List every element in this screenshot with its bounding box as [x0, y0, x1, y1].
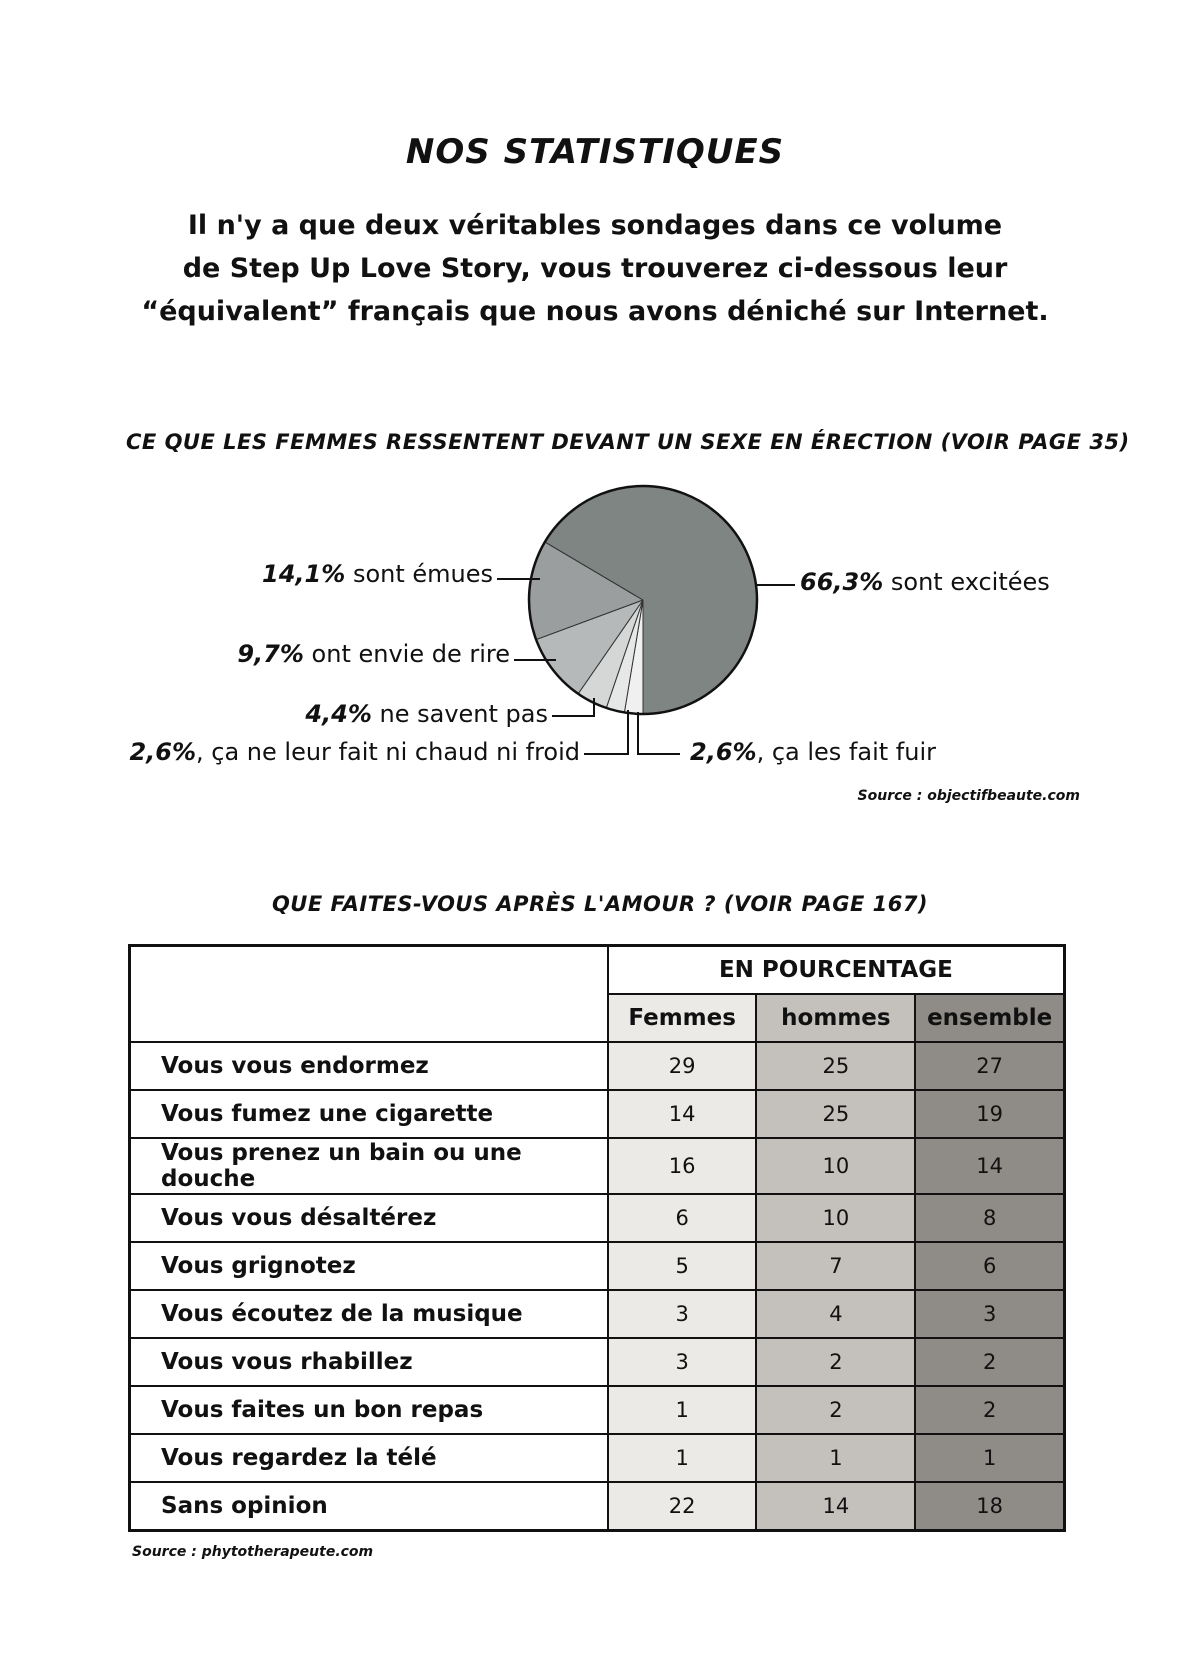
- table-row: [130, 1194, 1065, 1242]
- cell-ensemble: 6: [915, 1242, 1064, 1290]
- table-row: [130, 1042, 1065, 1090]
- pie-source: Source : objectifbeaute.com: [857, 788, 1080, 804]
- cell-hommes: 1: [756, 1434, 915, 1482]
- cell-hommes: 4: [756, 1290, 915, 1338]
- stats-table: [128, 944, 1066, 1532]
- cell-ensemble: 2: [915, 1338, 1064, 1386]
- row-label: Sans opinion: [130, 1482, 608, 1531]
- col-header-ensemble: ensemble: [915, 994, 1064, 1042]
- col-header-hommes: hommes: [756, 994, 915, 1042]
- cell-hommes: 14: [756, 1482, 915, 1531]
- table-row: [130, 1482, 1065, 1531]
- row-label: Vous grignotez: [130, 1242, 608, 1290]
- row-label: Vous vous rhabillez: [130, 1338, 608, 1386]
- intro-line: “équivalent” français que nous avons déniché sur Internet.: [141, 296, 1049, 327]
- cell-ensemble: 27: [915, 1042, 1064, 1090]
- table-corner: [130, 946, 608, 1043]
- cell-hommes: 7: [756, 1242, 915, 1290]
- pie-label-excitees: 66,3% sont excitées: [800, 568, 1050, 596]
- cell-hommes: 25: [756, 1090, 915, 1138]
- table-title: QUE FAITES-VOUS APRÈS L'AMOUR ? (VOIR PAGE 167): [271, 892, 929, 916]
- cell-femmes: 5: [608, 1242, 757, 1290]
- cell-femmes: 14: [608, 1090, 757, 1138]
- pie-label-fuir: 2,6%, ça les fait fuir: [690, 738, 936, 766]
- row-label: Vous prenez un bain ou une douche: [130, 1138, 608, 1194]
- pie-label-ne-savent-pas: 4,4% ne savent pas: [305, 700, 548, 728]
- pie-chart-title: CE QUE LES FEMMES RESSENTENT DEVANT UN SEXE EN ÉRECTION (VOIR PAGE 35): [126, 430, 1130, 454]
- row-label: Vous fumez une cigarette: [130, 1090, 608, 1138]
- group-header: EN POURCENTAGE: [608, 946, 1065, 995]
- cell-hommes: 2: [756, 1338, 915, 1386]
- cell-ensemble: 3: [915, 1290, 1064, 1338]
- cell-hommes: 2: [756, 1386, 915, 1434]
- table-row: [130, 1090, 1065, 1138]
- table-row: [130, 1434, 1065, 1482]
- cell-ensemble: 2: [915, 1386, 1064, 1434]
- row-label: Vous faites un bon repas: [130, 1386, 608, 1434]
- table-row: [130, 1242, 1065, 1290]
- cell-ensemble: 19: [915, 1090, 1064, 1138]
- cell-ensemble: 14: [915, 1138, 1064, 1194]
- table-row: [130, 1138, 1065, 1194]
- pie-label-rire: 9,7% ont envie de rire: [237, 640, 510, 668]
- table-row: [130, 1386, 1065, 1434]
- leader-line: [638, 712, 680, 754]
- cell-femmes: 3: [608, 1290, 757, 1338]
- cell-hommes: 10: [756, 1138, 915, 1194]
- table-row: [130, 1338, 1065, 1386]
- cell-femmes: 16: [608, 1138, 757, 1194]
- cell-femmes: 1: [608, 1434, 757, 1482]
- col-header-femmes: Femmes: [608, 994, 757, 1042]
- intro-line: Il n'y a que deux véritables sondages dans ce volume: [187, 210, 1003, 241]
- pie-label-ni-chaud-ni-froid: 2,6%, ça ne leur fait ni chaud ni froid: [129, 738, 580, 766]
- pie-label-emues: 14,1% sont émues: [262, 560, 493, 588]
- cell-femmes: 22: [608, 1482, 757, 1531]
- row-label: Vous vous désaltérez: [130, 1194, 608, 1242]
- cell-hommes: 25: [756, 1042, 915, 1090]
- table-row: [130, 1290, 1065, 1338]
- cell-ensemble: 18: [915, 1482, 1064, 1531]
- row-label: Vous écoutez de la musique: [130, 1290, 608, 1338]
- cell-ensemble: 1: [915, 1434, 1064, 1482]
- cell-femmes: 1: [608, 1386, 757, 1434]
- cell-femmes: 29: [608, 1042, 757, 1090]
- intro-line: de Step Up Love Story, vous trouverez ci-dessous leur: [182, 253, 1008, 284]
- row-label: Vous regardez la télé: [130, 1434, 608, 1482]
- cell-femmes: 6: [608, 1194, 757, 1242]
- table-source: Source : phytotherapeute.com: [132, 1544, 374, 1560]
- row-label: Vous vous endormez: [130, 1042, 608, 1090]
- cell-ensemble: 8: [915, 1194, 1064, 1242]
- page-title: NOS STATISTIQUES: [405, 132, 785, 172]
- cell-hommes: 10: [756, 1194, 915, 1242]
- cell-femmes: 3: [608, 1338, 757, 1386]
